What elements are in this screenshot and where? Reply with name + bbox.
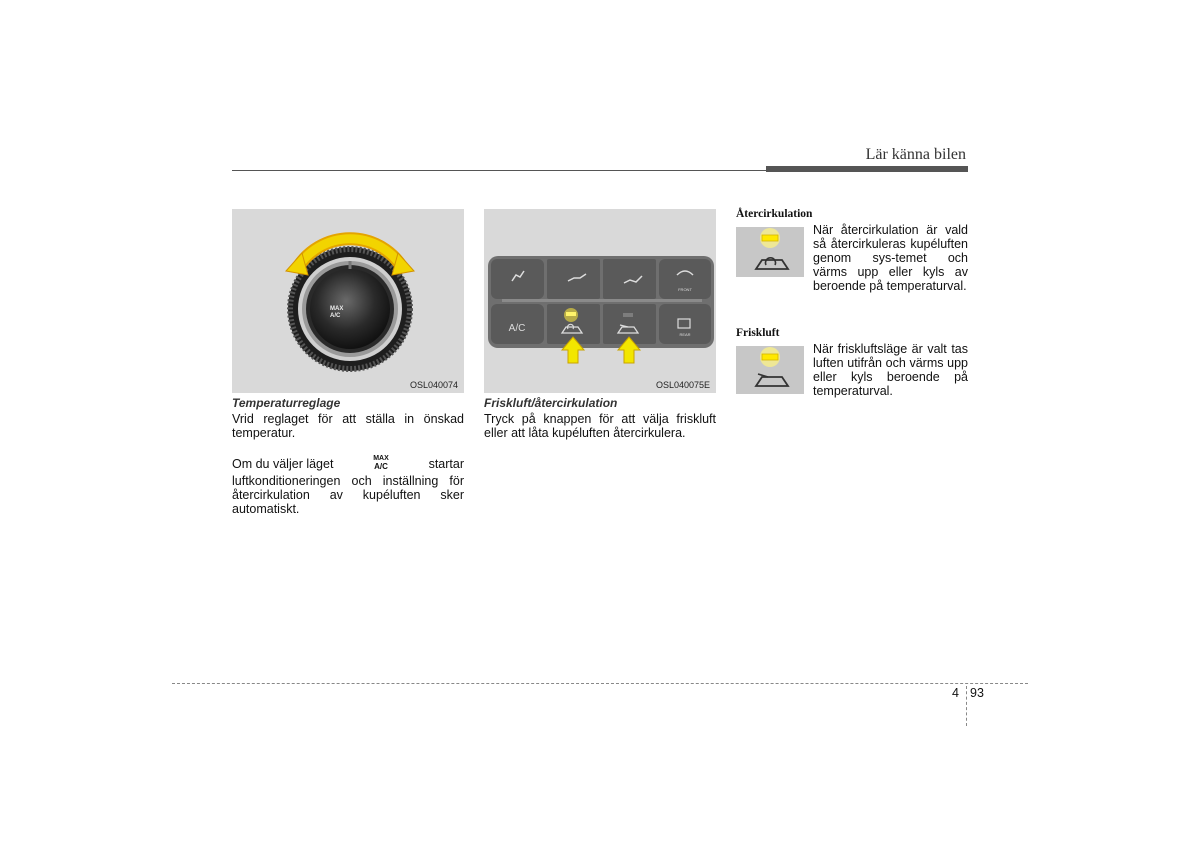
knob-label-max: MAX — [330, 306, 344, 312]
front-label: FRONT — [678, 287, 692, 292]
max-ac-paragraph — [232, 454, 464, 516]
rear-label: REAR — [679, 332, 691, 337]
knob-label-ac: A/C — [330, 313, 341, 319]
recirculation-text: När återcirkulation är vald så återcirkuleras kupéluften genom sys-temet och värms upp eller kyls av beroende på temperaturval. — [813, 223, 968, 293]
recirculation-car-icon — [736, 227, 804, 277]
fresh-air-heading: Friskluft — [736, 327, 780, 339]
recirculation-heading: Återcirkulation — [736, 208, 813, 220]
ac-label: A/C — [508, 323, 526, 334]
max-ac-text-rest: luftkonditioneringen och inställning för återcirkulation av kupéluften sker automatiskt. — [232, 474, 464, 516]
header-rule-accent — [766, 166, 968, 172]
max-ac-text-before: Om du väljer läget — [232, 457, 334, 471]
figure-caption: Temperaturreglage — [232, 396, 341, 410]
page-number: 93 — [970, 686, 984, 700]
climate-panel-illustration — [484, 209, 716, 393]
footer-rule — [172, 683, 1028, 684]
max-ac-icon — [371, 452, 391, 472]
fresh-air-icon-figure — [736, 346, 804, 394]
page-header-title: Lär känna bilen — [865, 146, 966, 163]
max-ac-text-after: startar — [428, 457, 464, 471]
footer-divider — [966, 686, 967, 726]
climate-panel-figure — [484, 209, 716, 393]
fresh-air-text: När friskluftsläge är valt tas luften utifrån och värms upp eller kyls beroende på temperaturval. — [813, 342, 968, 398]
svg-text:MAX: MAX — [373, 455, 389, 462]
temperature-knob-figure — [232, 209, 464, 393]
figure-code: OSL040074 — [409, 380, 458, 390]
figure-caption: Friskluft/återcirkulation — [484, 396, 618, 410]
figure-code: OSL040075E — [655, 380, 710, 390]
svg-text:A/C: A/C — [374, 462, 388, 471]
panel-description: Tryck på knappen för att välja friskluft eller att låta kupéluften återcirkulera. — [484, 412, 716, 440]
fresh-air-car-icon — [736, 346, 804, 394]
recirculation-icon-figure — [736, 227, 804, 277]
chapter-number: 4 — [952, 686, 959, 700]
temperature-knob-illustration — [232, 209, 464, 393]
temperature-description: Vrid reglaget för att ställa in önskad temperatur. — [232, 412, 464, 440]
